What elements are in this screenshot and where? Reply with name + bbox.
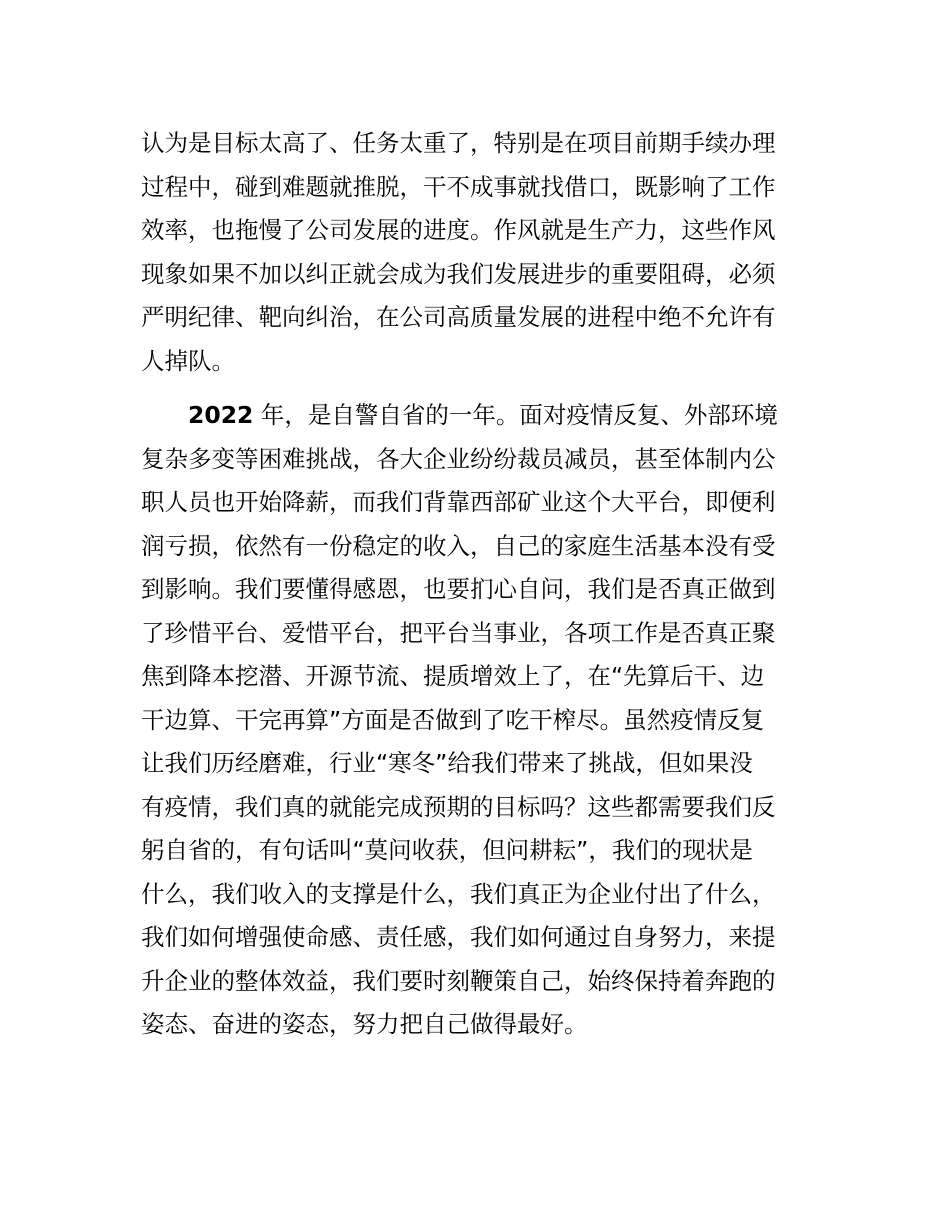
paragraph-line: 效率，也拖慢了公司发展的进度。作风就是生产力，这些作风 <box>141 216 776 244</box>
first-line-text: 年，是自警自省的一年。面对疫情反复、外部环境 <box>253 401 778 429</box>
paragraph-line: 职人员也开始降薪，而我们背靠西部矿业这个大平台，即便利 <box>141 488 776 516</box>
paragraph-line: 让我们历经磨难，行业“寒冬”给我们带来了挑战，但如果没 <box>141 749 753 777</box>
paragraph-first-line <box>141 394 821 438</box>
year-text: 2022 <box>188 401 254 429</box>
paragraph-line: 了珍惜平台、爱惜平台，把平台当事业，各项工作是否真正聚 <box>141 618 776 647</box>
paragraph-line: 姿态、奋进的姿态，努力把自己做得最好。 <box>141 1010 588 1038</box>
paragraph-line: 现象如果不加以纠正就会成为我们发展进步的重要阻碍，必须 <box>141 259 776 288</box>
paragraph-line: 复杂多变等困难挑战，各大企业纷纷裁员减员，甚至体制内公 <box>141 444 776 473</box>
paragraph-line: 严明纪律、靶向纠治，在公司高质量发展的进程中绝不允许有 <box>141 303 776 331</box>
paragraph-line: 干边算、干完再算”方面是否做到了吃干榨尽。虽然疫情反复 <box>141 705 765 734</box>
paragraph-line: 什么，我们收入的支撑是什么，我们真正为企业付出了什么， <box>141 879 776 908</box>
paragraph-line: 升企业的整体效益，我们要时刻鞭策自己，始终保持着奔跑的 <box>141 966 776 995</box>
paragraph-line: 躬自省的，有句话叫“莫问收获，但问耕耘”，我们的现状是 <box>141 836 753 864</box>
paragraph-line: 我们如何增强使命感、责任感，我们如何通过自身努力，来提 <box>141 923 776 951</box>
paragraph-line: 润亏损，依然有一份稳定的收入，自己的家庭生活基本没有受 <box>141 531 776 560</box>
paragraph-1 <box>141 122 821 383</box>
paragraph-2 <box>141 394 821 1047</box>
paragraph-line: 过程中，碰到难题就推脱，干不成事就找借口，既影响了工作 <box>141 172 776 201</box>
paragraph-line: 到影响。我们要懂得感恩，也要扪心自问，我们是否真正做到 <box>141 575 776 603</box>
paragraph-line: 人掉队。 <box>141 346 235 375</box>
paragraph-line: 认为是目标太高了、任务太重了，特别是在项目前期手续办理 <box>141 129 776 157</box>
paragraph-line: 焦到降本挖潜、开源节流、提质增效上了，在“先算后干、边 <box>141 662 765 690</box>
paragraph-line: 有疫情，我们真的就能完成预期的目标吗？这些都需要我们反 <box>141 792 776 821</box>
